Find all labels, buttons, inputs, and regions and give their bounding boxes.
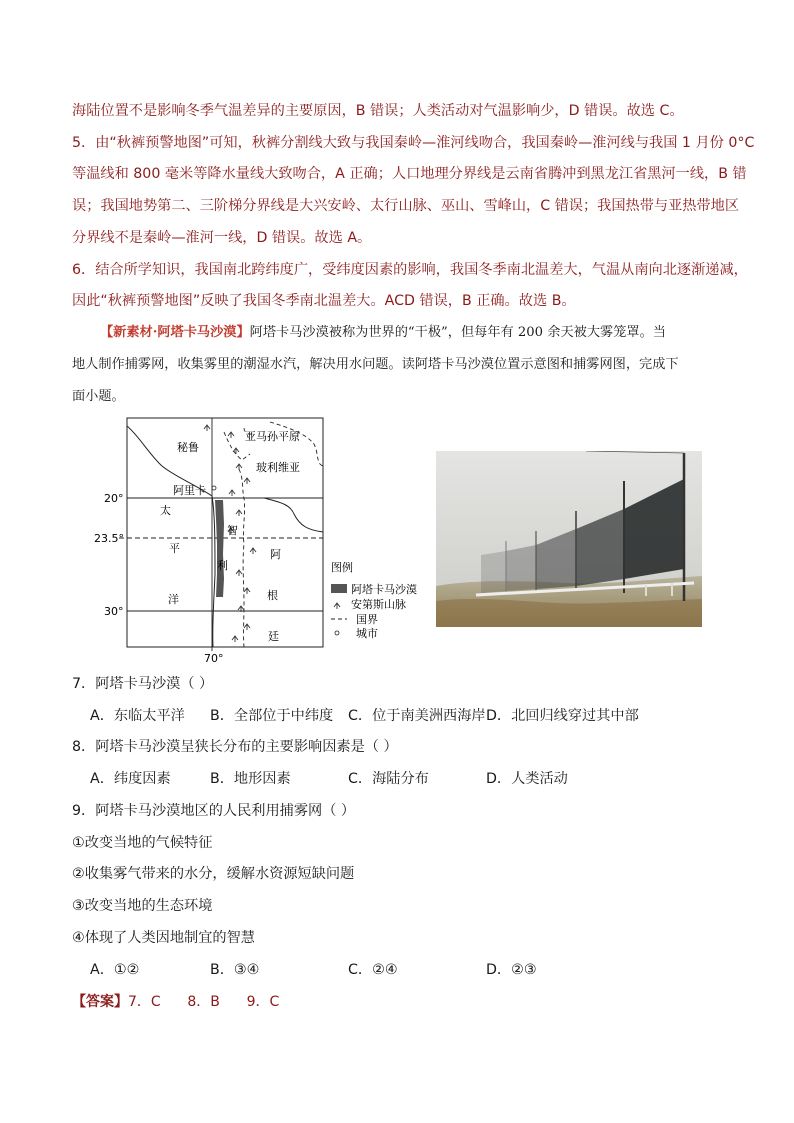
- legend-andes-symbol: [334, 603, 340, 609]
- q9-statement-1: ①改变当地的气候特征: [72, 835, 213, 851]
- map-legend: [331, 560, 417, 640]
- material-text-1: 阿塔卡马沙漠被称为世界的“干极”，但每年有 200 余天被大雾笼罩。当: [249, 325, 666, 340]
- q6-explanation-line-1: 6．结合所学知识，我国南北跨纬度广，受纬度因素的影响，我国冬季南北温差大，气温从南向北逐渐递减，: [72, 262, 748, 278]
- material-line-2: 地人制作捕雾网，收集雾里的潮湿水汽，解决用水问题。读阿塔卡马沙漠位置示意图和捕雾网图，完成下: [72, 357, 679, 372]
- legend-andes: 安第斯山脉: [351, 598, 406, 611]
- label-pacific-1: 太: [160, 504, 171, 517]
- q5-explanation-line-2: 等温线和 800 毫米等降水量线大致吻合，A 正确；人口地理分界线是云南省腾冲到黑龙江省黑河一线，B 错: [72, 166, 747, 182]
- lon-70-label: 70°: [204, 652, 224, 665]
- q7-option-a[interactable]: A．东临太平洋: [90, 708, 185, 724]
- q9-option-d[interactable]: D．②③: [486, 962, 537, 978]
- q7-option-d[interactable]: D．北回归线穿过其中部: [486, 708, 639, 724]
- fog-net-photo: [436, 451, 702, 627]
- q7-stem: 7．阿塔卡马沙漠（ ）: [72, 676, 214, 692]
- q8-option-b[interactable]: B．地形因素: [210, 771, 291, 787]
- label-peru: 秘鲁: [177, 441, 199, 454]
- lat-23-label: 23.5°: [94, 532, 124, 545]
- q8-option-d[interactable]: D．人类活动: [486, 771, 568, 787]
- label-argentina-3: 廷: [268, 630, 279, 643]
- q7-option-c[interactable]: C．位于南美洲西海岸: [348, 708, 486, 724]
- lat-30-label: 30°: [104, 605, 124, 618]
- label-pacific-2: 平: [169, 542, 180, 555]
- answer-body: 7．C 8．B 9．C: [128, 994, 280, 1010]
- legend-city-symbol: [335, 631, 339, 635]
- explanation-line-1: 海陆位置不是影响冬季气温差异的主要原因，B 错误；人类活动对气温影响少，D 错误。故选 C。: [72, 103, 684, 119]
- label-chile-2: 利: [217, 559, 228, 572]
- atacama-location-map: [94, 414, 434, 666]
- border-bolivia-east: [270, 422, 323, 466]
- border-paraguay: [264, 498, 323, 532]
- coastline: [127, 426, 215, 647]
- material-line-1: [100, 323, 666, 343]
- legend-city: 城市: [356, 627, 378, 640]
- legend-title: 图例: [331, 561, 353, 574]
- map-frame: [127, 418, 323, 647]
- legend-border: 国界: [356, 613, 378, 626]
- q7-option-b[interactable]: B．全部位于中纬度: [210, 708, 334, 724]
- arica-city-dot: [212, 486, 216, 490]
- q5-explanation-line-3: 误；我国地势第二、三阶梯分界线是大兴安岭、太行山脉、巫山、雪峰山，C 错误；我国热带与亚热带地区: [72, 198, 740, 214]
- q5-explanation-line-4: 分界线不是秦岭—淮河一线，D 错误。故选 A。: [72, 230, 372, 246]
- label-pacific-3: 洋: [168, 593, 179, 606]
- q9-statement-4: ④体现了人类因地制宜的智慧: [72, 930, 255, 946]
- q9-statement-2: ②收集雾气带来的水分，缓解水资源短缺问题: [72, 866, 355, 882]
- legend-desert: 阿塔卡马沙漠: [351, 583, 417, 596]
- label-chile-1: 智: [227, 524, 238, 537]
- q9-option-b[interactable]: B．③④: [210, 962, 260, 978]
- q8-option-a[interactable]: A．纬度因素: [90, 771, 171, 787]
- q8-stem: 8．阿塔卡马沙漠呈狭长分布的主要影响因素是（ ）: [72, 739, 398, 755]
- material-tag: 【新素材·阿塔卡马沙漠】: [100, 325, 250, 340]
- border-chile-argentina: [239, 469, 245, 647]
- q5-explanation-line-1: 5．由“秋裤预警地图”可知，秋裤分割线大致与我国秦岭—淮河线吻合，我国秦岭—淮河线与我国 1 月份 0°C: [72, 135, 755, 151]
- atacama-desert-shape: [215, 500, 224, 597]
- answer-line: [72, 991, 279, 1011]
- q9-statement-3: ③改变当地的生态环境: [72, 898, 213, 914]
- legend-desert-swatch: [331, 584, 347, 593]
- q9-stem: 9．阿塔卡马沙漠地区的人民利用捕雾网（ ）: [72, 803, 356, 819]
- q6-explanation-line-2: 因此“秋裤预警地图”反映了我国冬季南北温差大。ACD 错误，B 正确。故选 B。: [72, 293, 576, 309]
- q9-option-c[interactable]: C．②④: [348, 962, 398, 978]
- material-line-3: 面小题。: [72, 389, 125, 404]
- label-bolivia: 玻利维亚: [256, 461, 300, 474]
- label-argentina-1: 阿: [270, 548, 281, 561]
- label-arica: 阿里卡: [173, 484, 206, 497]
- answer-head: 【答案】: [72, 994, 128, 1010]
- q9-option-a[interactable]: A．①②: [90, 962, 140, 978]
- q8-option-c[interactable]: C．海陆分布: [348, 771, 429, 787]
- lat-20-label: 20°: [104, 492, 124, 505]
- label-argentina-2: 根: [267, 589, 278, 602]
- label-amazon: 亚马孙平原: [245, 430, 300, 443]
